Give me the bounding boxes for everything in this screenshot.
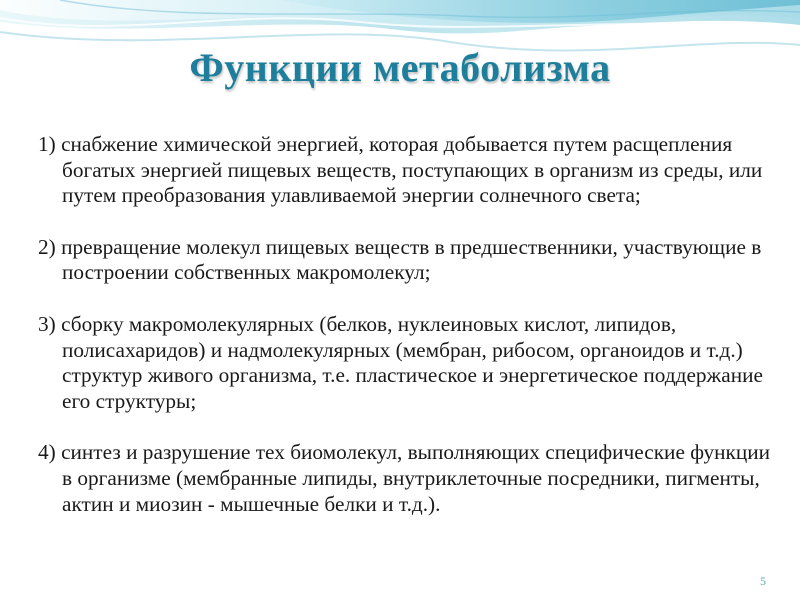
list-item: 1) снабжение химической энергией, которая добывается путем расщепления богатых энергией пищевых веществ, поступающих в организм из среды, или путем преобразования улавливаемой энергии солнечного света; xyxy=(38,132,763,208)
functions-list xyxy=(38,132,773,517)
slide-title: Функции метаболизма xyxy=(189,45,611,90)
list-item: 4) синтез и разрушение тех биомолекул, выполняющих специфические функции в организме (мембранные липиды, внутриклеточные посредники, пигменты, актин и миозин - мышечные белки и т.д.). xyxy=(38,440,771,516)
list-item: 3) сборку макромолекулярных (белков, нуклеиновых кислот, липидов, полисахаридов) и надмолекулярных (мембран, рибосом, органоидов и т.д.) структур живого организма, т.е. пластическое и энергетическое поддержание его структуры; xyxy=(38,311,763,413)
page-number: 5 xyxy=(760,574,766,588)
list-item: 2) превращение молекул пищевых веществ в предшественники, участвующие в построении собственных макромолекул; xyxy=(38,234,762,285)
